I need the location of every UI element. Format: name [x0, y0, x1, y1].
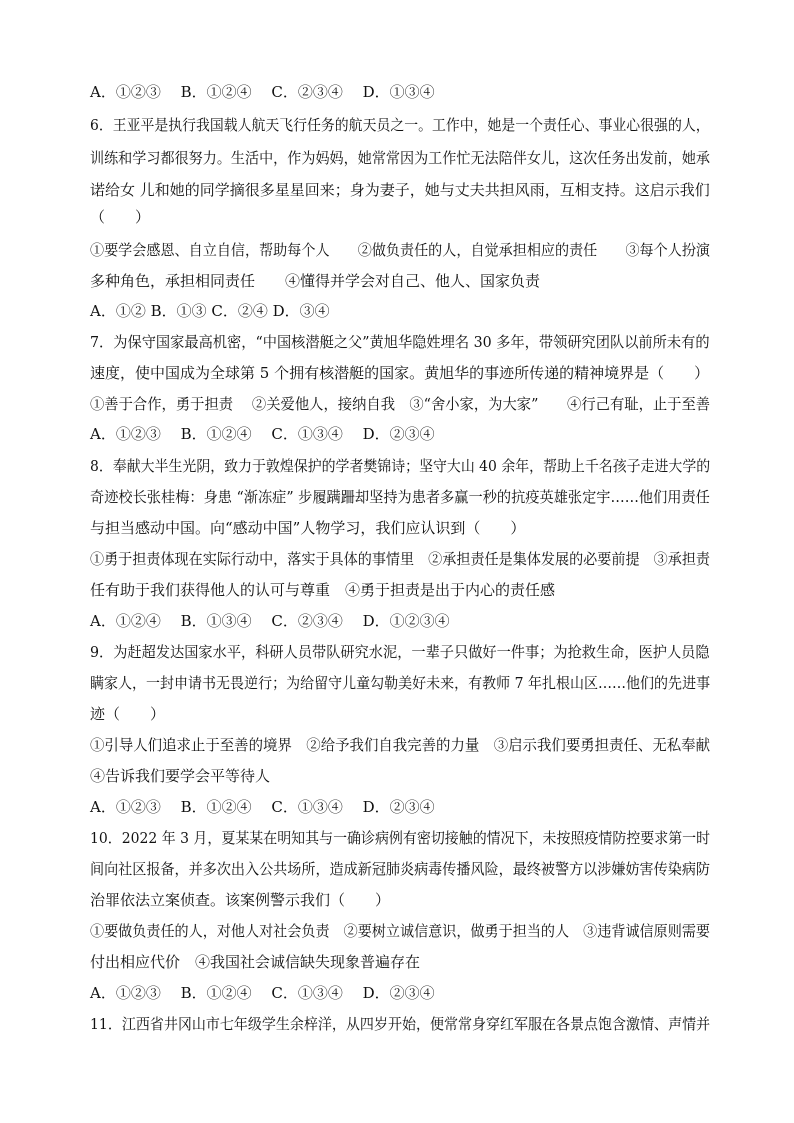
q6-statements-line-1: ①要学会感恩、自立自信，帮助每个人 ②做负责任的人，自觉承担相应的责任 ③每个人扮演 [90, 241, 711, 259]
q9-options: A．①②③ B．①②④ C．①③④ D．②③④ [90, 798, 435, 816]
q8-statements-line-2: 任有助于我们获得他人的认可与尊重 ④勇于担责是出于内心的责任感 [90, 581, 556, 599]
q5-options: A．①②③ B．①②④ C．②③④ D．①③④ [90, 83, 435, 101]
q9-stem-line-2: 瞒家人，一封申请书无畏逆行；为给留守儿童勾勒美好未来，有教师 7 年扎根山区……他们的先进事 [90, 674, 711, 692]
q7-options: A．①②③ B．①②④ C．①③④ D．②③④ [90, 425, 435, 443]
q9-stem-line-1: 9．为赶超发达国家水平，科研人员带队研究水泥，一辈子只做好一件事；为抢救生命，医护人员隐 [90, 643, 710, 661]
q8-stem-line-2: 奇迹校长张桂梅：身患 “渐冻症” 步履蹒跚却坚持为患者多赢一秒的抗疫英雄张定宇……他们用责任 [90, 488, 710, 506]
q6-stem-line-2: 训练和学习都很努力。生活中，作为妈妈，她常常因为工作忙无法陪伴女儿，这次任务出发前，她承 [90, 149, 711, 167]
q8-statements-line-1: ①勇于担责体现在实际行动中，落实于具体的事情里 ②承担责任是集体发展的必要前提 ③承担责 [90, 550, 711, 568]
q6-statements-line-2: 多种角色，承担相同责任 ④懂得并学会对自己、他人、国家负责 [90, 272, 541, 290]
q10-statements-line-1: ①要做负责任的人，对他人对社会负责 ②要树立诚信意识，做勇于担当的人 ③违背诚信原则需要 [90, 922, 711, 940]
q9-stem-line-3: 迹（ ） [90, 705, 166, 723]
q10-statements-line-2: 付出相应代价 ④我国社会诚信缺失现象普遍存在 [90, 953, 421, 971]
q7-statements: ①善于合作，勇于担责 ②关爱他人，接纳自我 ③“舍小家，为大家” ④行己有耻，止于至善 [90, 395, 711, 413]
q11-stem-line-1: 11．江西省井冈山市七年级学生余梓洋，从四岁开始，便常常身穿红军服在各景点饱含激情、声情并 [90, 1015, 711, 1033]
q7-stem-line-1: 7．为保守国家最高机密，“中国核潜艇之父”黄旭华隐姓埋名 30 多年，带领研究团队以前所未有的 [90, 333, 710, 351]
q6-stem-line-3: 诺给女 儿和她的同学摘很多星星回来；身为妻子，她与丈夫共担风雨，互相支持。这启示我们 [90, 181, 710, 199]
q8-stem-line-3: 与担当感动中国。向“感动中国”人物学习，我们应认识到（ ） [90, 519, 526, 537]
q6-stem-line-1: 6．王亚平是执行我国载人航天飞行任务的航天员之一。工作中，她是一个责任心、事业心很强的人， [90, 116, 710, 134]
q8-stem-line-1: 8．奉献大半生光阴，致力于敦煌保护的学者樊锦诗；坚守大山 40 余年，帮助上千名孩子走进大学的 [90, 457, 711, 475]
q10-stem-line-1: 10．2022 年 3 月，夏某某在明知其与一确诊病例有密切接触的情况下，未按照疫情防控要求第一时 [90, 829, 711, 847]
q10-stem-line-2: 间向社区报备，并多次出入公共场所，造成新冠肺炎病毒传播风险，最终被警方以涉嫌妨害传染病防 [90, 860, 711, 878]
q10-stem-line-3: 治罪依法立案侦查。该案例警示我们（ ） [90, 891, 391, 909]
q10-options: A．①②③ B．①②④ C．①③④ D．②③④ [90, 984, 435, 1002]
q6-answer-bracket: （ ） [90, 208, 151, 226]
q9-statements-line-2: ④告诉我们要学会平等待人 [90, 767, 271, 785]
q7-stem-line-2: 速度，使中国成为全球第 5 个拥有核潜艇的国家。黄旭华的事迹所传递的精神境界是（ ） [90, 364, 710, 382]
q6-options: A．①② B．①③ C．②④ D．③④ [90, 302, 330, 320]
q8-options: A．①②④ B．①③④ C．②③④ D．①②③④ [90, 612, 450, 630]
q9-statements-line-1: ①引导人们追求止于至善的境界 ②给予我们自我完善的力量 ③启示我们要勇担责任、无私奉献 [90, 736, 711, 754]
